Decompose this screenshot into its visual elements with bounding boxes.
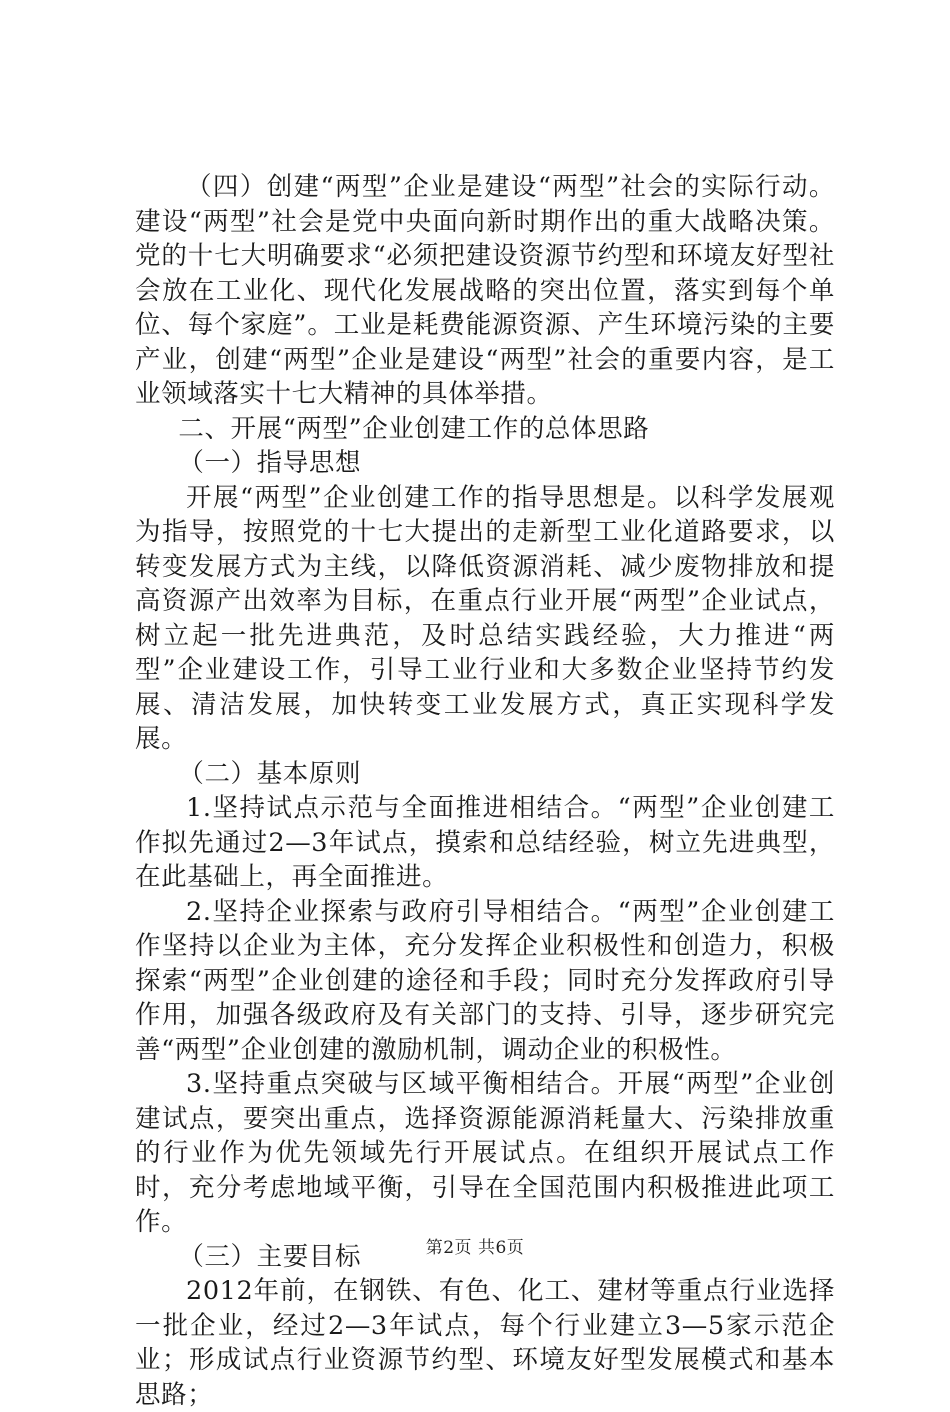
paragraph-main-goals: 2012年前，在钢铁、有色、化工、建材等重点行业选择一批企业，经过2—3年试点，每个行业建立3—5家示范企业；形成试点行业资源节约型、环境友好型发展模式和基本思路； [135,1276,835,1410]
paragraph-section-four: （四）创建“两型”企业是建设“两型”社会的实际行动。建设“两型”社会是党中央面向新时期作出的重大战略决策。党的十七大明确要求“必须把建设资源节约型和环境友好型社会放在工业化、现代化发展战略的突出位置，落实到每个单位、每个家庭”。工业是耗费能源资源、产生环境污染的主要产业，创建“两型”企业是建设“两型”社会的重要内容，是工业领域落实十七大精神的具体举措。 [135,172,835,409]
heading-basic-principles: （二）基本原则 [178,758,362,789]
heading-overall-approach: 二、开展“两型”企业创建工作的总体思路 [178,413,650,444]
paragraph-principle-3: 3.坚持重点突破与区域平衡相结合。开展“两型”企业创建试点，要突出重点，选择资源能源消耗量大、污染排放重的行业作为优先领域先行开展试点。在组织开展试点工作时，充分考虑地域平衡，引导在全国范围内积极推进此项工作。 [135,1069,835,1237]
document-body [135,170,835,1412]
heading-guiding-ideology: （一）指导思想 [178,448,362,478]
paragraph-guiding-ideology: 开展“两型”企业创建工作的指导思想是。以科学发展观为指导，按照党的十七大提出的走新型工业化道路要求，以转变发展方式为主线，以降低资源消耗、减少废物排放和提高资源产出效率为目标，在重点行业开展“两型”企业试点，树立起一批先进典范，及时总结实践经验，大力推进“两型”企业建设工作，引导工业行业和大多数企业坚持节约发展、清洁发展，加快转变工业发展方式，真正实现科学发展。 [135,482,835,754]
page-number-label: 第2页 共6页 [425,1238,525,1258]
heading-main-goals: （三）主要目标 [178,1241,362,1272]
page-footer [0,1238,950,1258]
paragraph-principle-1: 1.坚持试点示范与全面推进相结合。“两型”企业创建工作拟先通过2—3年试点，摸索和总结经验，树立先进典型，在此基础上，再全面推进。 [135,793,835,892]
paragraph-principle-2: 2.坚持企业探索与政府引导相结合。“两型”企业创建工作坚持以企业为主体，充分发挥企业积极性和创造力，积极探索“两型”企业创建的途径和手段；同时充分发挥政府引导作用，加强各级政府及有关部门的支持、引导，逐步研究完善“两型”企业创建的激励机制，调动企业的积极性。 [135,896,835,1065]
